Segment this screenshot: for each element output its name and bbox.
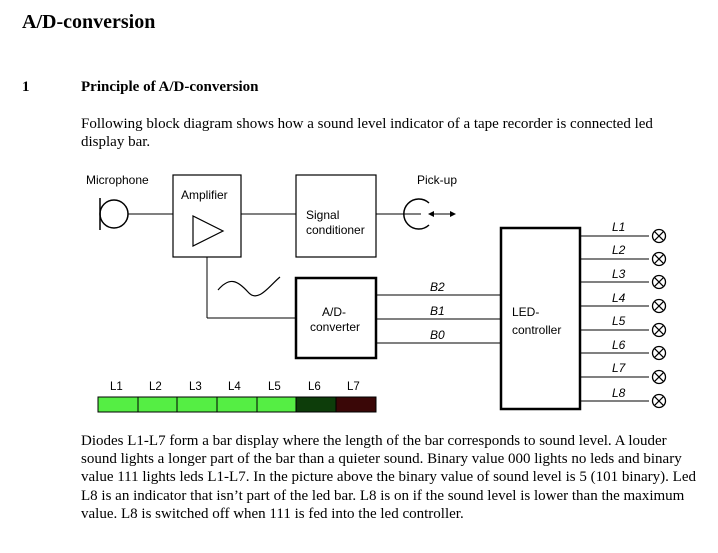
ad-converter-label-line1: A/D-	[322, 305, 346, 319]
led-controller-label-line1: LED-	[512, 305, 540, 319]
pickup-arrow-left-head	[428, 211, 434, 217]
microphone-label: Microphone	[86, 173, 149, 187]
led-output-label: L5	[612, 314, 626, 328]
bar-segment-l6	[296, 397, 336, 412]
block-diagram	[0, 160, 718, 425]
bar-segment-l3	[177, 397, 217, 412]
bit-label-b0: B0	[430, 328, 445, 342]
bar-label-l3: L3	[189, 381, 202, 393]
bar-label-l2: L2	[149, 381, 162, 393]
led-output-label: L2	[612, 243, 626, 257]
document-title: A/D-conversion	[22, 11, 156, 33]
intro-paragraph: Following block diagram shows how a sound level indicator of a tape recorder is connected led display bar.	[81, 116, 653, 150]
bar-segment-l5	[257, 397, 296, 412]
bar-segment-l7	[336, 397, 376, 412]
led-output-l8	[580, 386, 666, 408]
pickup-label: Pick-up	[417, 173, 458, 187]
led-output-label: L7	[612, 361, 626, 375]
section-number: 1	[22, 79, 30, 95]
signal-conditioner-label-line2: conditioner	[306, 223, 365, 237]
led-output-l7	[580, 361, 666, 384]
section-title: Principle of A/D-conversion	[81, 79, 259, 95]
led-output-label: L8	[612, 386, 626, 400]
pickup-arrow-right-head	[450, 211, 456, 217]
led-output-l2	[580, 243, 666, 266]
led-output-label: L3	[612, 267, 626, 281]
bar-label-l1: L1	[110, 381, 123, 393]
led-output-l6	[580, 338, 666, 360]
bar-segment-l2	[138, 397, 177, 412]
led-output-label: L4	[612, 291, 626, 305]
led-output-label: L6	[612, 338, 626, 352]
bar-segment-l4	[217, 397, 257, 412]
analog-waveform-icon	[218, 277, 280, 296]
microphone-icon	[100, 200, 128, 228]
ad-converter-label-line2: converter	[310, 320, 361, 334]
bit-label-b2: B2	[430, 280, 445, 294]
bar-segment-l1	[98, 397, 138, 412]
led-output-l1	[580, 220, 666, 243]
amplifier-triangle-icon	[193, 216, 223, 246]
bar-label-l5: L5	[268, 381, 281, 393]
bar-label-l4: L4	[228, 381, 241, 393]
amplifier-label: Amplifier	[181, 188, 228, 202]
led-output-l4	[580, 291, 666, 313]
signal-conditioner-label-line1: Signal	[306, 208, 340, 222]
led-output-l5	[580, 314, 666, 337]
led-controller-label-line2: controller	[512, 323, 562, 337]
bit-label-b1: B1	[430, 304, 445, 318]
led-output-label: L1	[612, 220, 626, 234]
led-output-l3	[580, 267, 666, 289]
bar-label-l6: L6	[308, 381, 321, 393]
description-paragraph: Diodes L1-L7 form a bar display where the length of the bar corresponds to sound level. A louder sound lights a longer part of the bar than a quieter sound. Binary value 000 lights no leds and binary value 111 lights leds L1-L7. In the picture above the binary value of sound level is 5 (101 binary). Led L8 is an indicator that isn’t part of the led bar. L8 is on if the sound level is lower than the maximum value. L8 is switched off when 111 is fed into the led controller.	[81, 433, 696, 522]
bar-label-l7: L7	[347, 381, 360, 393]
